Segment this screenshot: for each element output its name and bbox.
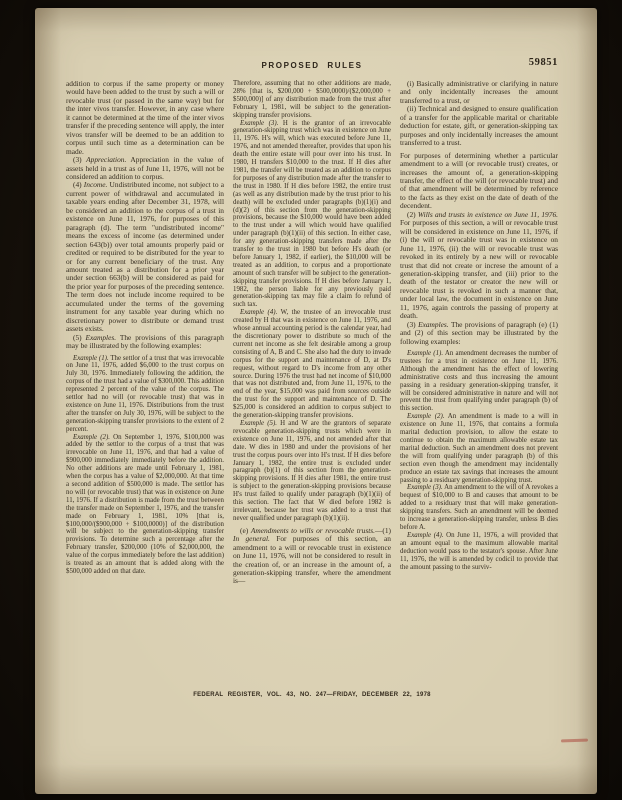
paragraph: addition to corpus if the same property or money would have been added to the trust by such a will or revocable trust (or passed in the same way) but for the inter vivos transfer. However, in any case where it cannot be determined at the time of the inter vivos transfer if the preceding sentence will apply, the inter vivos transfer will be deemed to be an addition to corpus until such time as a determination can be made. [66, 80, 224, 156]
page-content [66, 58, 558, 698]
paragraph: For purposes of determining whether a particular amendment to a will (or revocable trust) creates, or increases the amount of, a generation-skipping transfer, the effect of the will (or revocable trust) and of that amendment will be determined by reference to the facts as they exist on the date of death of the decendent. [400, 150, 558, 211]
paragraph: (3) Examples. The provisions of paragraph (e) (1) and (2) of this section may be illustrated by the following examples: [400, 319, 558, 346]
paper-page [35, 8, 597, 794]
paragraph: (i) Basically administrative or clarifying in nature and only incidentally increases the amount transferred to a trust, or [400, 80, 558, 105]
paragraph: (e) Amendments to wills or revocable trusts.—(1) In general. For purposes of this section, an amendment to a will or revocable trust in existence on June 11, 1976, will not be considered to result in the creation of, or an increase in the amount of, a generation-skipping transfer, where the amendment is— [233, 525, 391, 586]
paragraph: Example (3). An amendment to the will of A revokes a bequest of $10,000 to B and causes that amount to be added to a residuary trust that will make generation-skipping transfers. Such an amendment will be deemed to increase a generation-skipping transfer, unless B dies before A. [400, 484, 558, 531]
paragraph: Example (5). H and W are the grantors of separate revocable generation-skipping trusts which were in existence on June 11, 1976, and not amended after that date. W dies in 1980 and under the provisions of her trust the corpus pours over into H's trust. If H dies before January 1, 1982, the entire trust is excluded under paragraph (b)(1) of this section from the generation-skipping provisions. If H dies after 1981, the entire trust is subject to the generation-skipping provisions because H's trust failed to qualify under paragraph (b)(1)(ii) of this section. The fact that W died before 1982 is irrelevant, because her trust was added to a trust that never qualified under paragraph (b)(1)(ii). [233, 419, 391, 522]
paragraph: Example (3). H is the grantor of an irrevocable generation-skipping trust which was in existence on June 11, 1976. H's will, which was executed before June 11, 1976, and not amended thereafter, provides that upon his death the entire estate will pour over into his trust. In 1980, H transfers $10,000 to the trust. If H dies after 1981, the transfer will be treated as an addition to corpus for purposes of any distribution made after the transfer to the trust in 1980. If H dies before 1982, the entire trust (as well as any distribution made by the trust prior to his death) will be excluded under paragraphs (b)(1)(i) and (d)(2) of this section from the generation-skipping provisions, because the $10,000 would have been added to the trust under a will which would have qualified under paragraph (b)(1)(ii) of this section. In either case, for any generation-skipping transfers made after the transfer to the trust in 1980 but before H's death (or before January 1, 1982, if earlier), the $10,000 will be treated as an addition, to corpus and a proportionate amount of such transfer will be subject to the generation-skipping transfer provisions. If H dies before January 1, 1982, the person liable for any previously paid generation-skipping tax may file a claim fo refund of such tax. [233, 119, 391, 309]
page-header [66, 58, 558, 74]
column-1 [66, 80, 224, 698]
column-3 [400, 80, 558, 698]
paragraph: Example (2). An amendment is made to a will in existence on June 11, 1976, that contains a formula marital deduction provision, to allow the estate to continue to obtain the maximum allowable estate tax marital deduction. Such an amendment does not prevent the will from qualifying under paragraph (b) of this section even though the amendment may incidentally produce an estate tax savings that increases the amount passing to a residuary generation-skipping trust. [400, 413, 558, 484]
text-columns [66, 80, 558, 698]
paragraph: (2) Wills and trusts in existence on June 11, 1976. For purposes of this section, a will or revocable trust will be considered in existence on June 11, 1976, if (i) the will or revocable trust was in existence on June 11, 1976, (ii) the will or revocable trust was revoked in its entirely by a new will or revocable trust that did not create or increse the amount of a generation-skipping transfer, and (iii) prior to the death of the testator or creator the new will or revocable trust is revoked in such a manner that, under local law, the document in existence on June 11, 1976, again controls the passing of property at death. [400, 209, 558, 321]
paragraph: (5) Examples. The provisions of this paragraph may be illustrated by the following examples: [66, 332, 224, 351]
ink-smudge [561, 739, 588, 743]
paragraph: Example (4). W, the trustee of an irrevocable trust created by H that was in existence on June 11, 1976, and whose annual accounting period is the calendar year, had the discretionary power to distribute so much of the current net income as she felt desirable among a group consisting of A, B and C. She also had the duty to invade corpus for the support and maintenance of D, at D's request, without regard to D's income from any other source. During 1976 the trust had net income of $10,000 that was not distributed and, from June 11, 1976, to the end of the year, $15,000 was paid from sources outside the trust for the support and maintenance of D. The $25,000 is considered an addition to corpus subject to the generation-skipping transfer provisions. [233, 309, 391, 420]
paragraph: Example (4). On June 11, 1976, a will provided that an amount equal to the maximum allowable marital deduction would pass to the testator's spouse. After June 11, 1976, the will is amended by codicil to provide that the amount passing to the surviv- [400, 531, 558, 571]
paragraph: (ii) Technical and designed to ensure qualification of a transfer for the applicable marital or charitable deduction for estate, gift, or generation-skipping tax purposes and only incidentally increases the amount transferred to a trust. [400, 104, 558, 148]
paragraph: (4) Income. Undistributed income, not subject to a current power of withdrawal and accumulated in taxable years ending after December 31, 1978, will be considered an addition to the corpus of a trust in existence on June 11, 1976, for purposes of this paragraph (d). The term "undistributed income" means the excess of income (as determined under section 643(b)) over total amounts properly paid or credited or required to be distributed for the year to or for any current beneficiary of the trust. Any amount treated as a distribution for a prior year under section 663(b) will be considered as paid for the prior year for purposes of the preceding sentence. The term does not include income required to be accumulated under the terms of the governing instrument for any taxable year during which no discretionary power to distribute or demand trust assets exists. [66, 180, 224, 334]
paragraph: Example (1). An amendment decreases the number of trustees for a trust in existence on June 11, 1976. Although the amendment has the effect of lowering administrative costs and thus increasing the amount passing in a residuary generation-skipping transfer, it will be considered administrative in nature and will not prevent the trust from qualifying under paragraph (b) of this section. [400, 350, 558, 413]
paragraph: (3) Appreciation. Appreciation in the value of assets held in a trust as of June 11, 1976, will not be considered an addition to corpus. [66, 155, 224, 181]
page-number: 59851 [528, 57, 558, 68]
running-header-title: PROPOSED RULES [261, 61, 363, 70]
paragraph: Example (2). On September 1, 1976, $100,000 was added by the settlor to the corpus of a trust that was irrevocable on June 11, 1976, and that had a value of $900,000 immediately immediately before the addition. No other additions are made until February 1, 1981, when the corpus has a value of $2,000,000. At that time a second addition of $500,000 is made. The settlor has no will (or revocable trust) that was in existence on June 11, 1976. If a distribution is made from the trust between the transfer made on September 1, 1976, and the transfer made on February 1, 1981, 10% [that is, $100,000/($900,000 + $100,0000)] of the distribution will be subject to the generation-skipping transfer provisions. To determine such a percentage after the February transfer, $200,000 (10% of $2,000,000, the value of the corpus immediately before the last addition) is treated as an amount that is added along with the $500,000 added on that date. [66, 433, 224, 575]
column-2 [233, 80, 391, 698]
paragraph: Example (1). The settlor of a trust that was irrevocable on June 11, 1976, added $6,000 to the trust corpus on July 30, 1976. Immediately following the addition, the corpus of the trust had a value of $300,000. This addition represented 2 percent of the value of the corpus. The settlor had no will (or revocable trust) that was in existence on June 11, 1976. Distributions from the trust after the transfer on July 30, 1976, will be subject to the generation-skipping transfer provisions to the extent of 2 percent. [66, 354, 224, 433]
footer-citation: FEDERAL REGISTER, VOL. 43, NO. 247—FRIDAY, DECEMBER 22, 1978 [193, 692, 431, 698]
paragraph: Therefore, assuming that no other additions are made, 28% [that is, $200,000 + $500,0000)/($2,000,000 + $500,000)] of any distribution made from the trust after February 1, 1981, will be subject to the generation-skipping transfer provisions. [233, 80, 391, 119]
